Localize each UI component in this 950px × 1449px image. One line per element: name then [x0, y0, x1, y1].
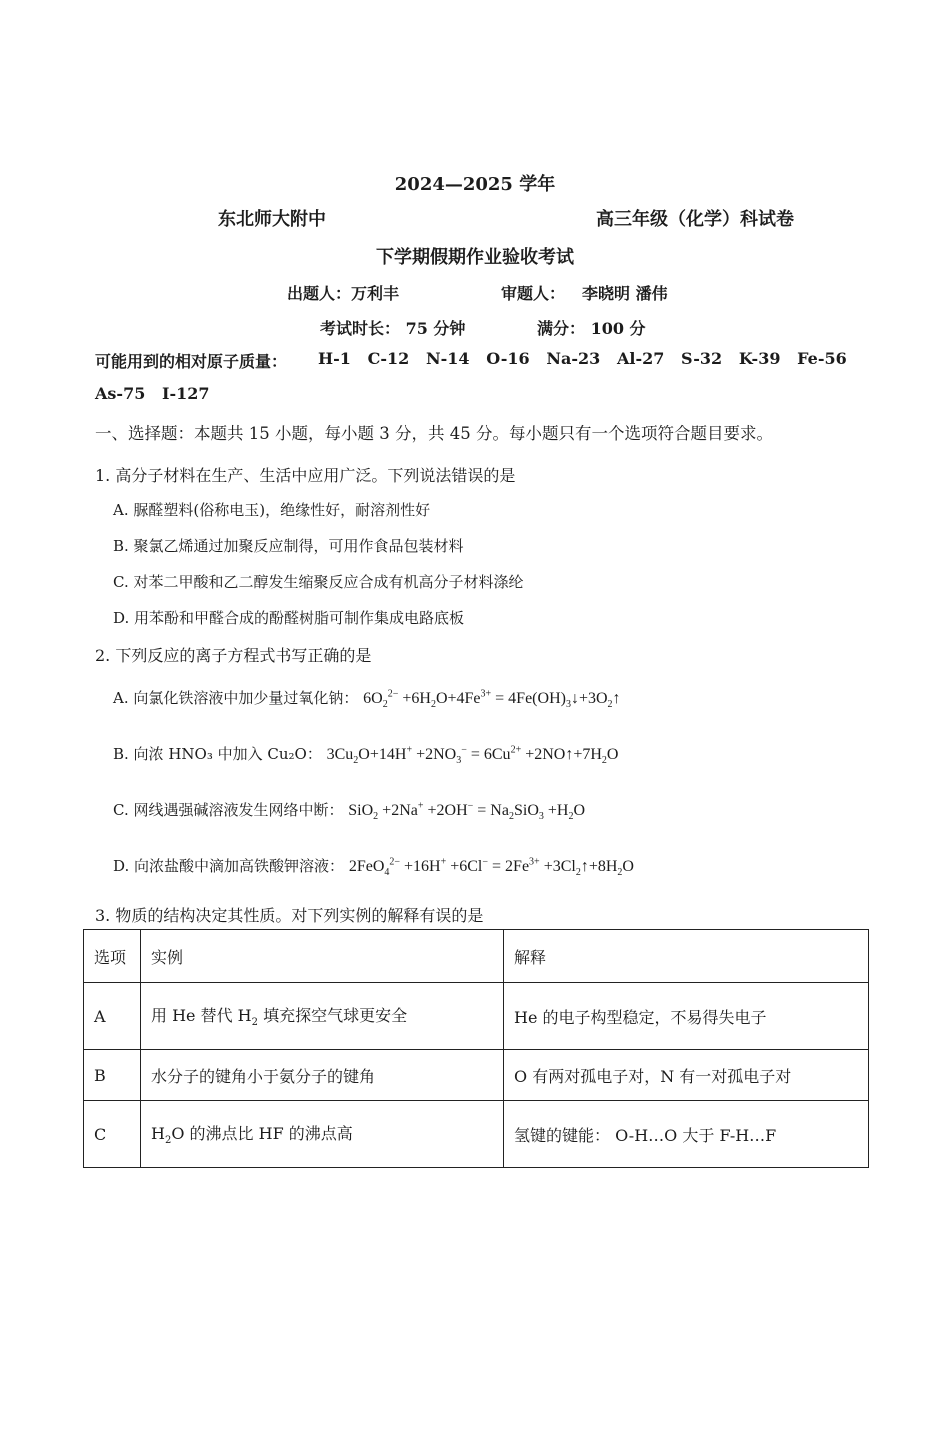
- row-explanation: O 有两对孤电子对，N 有一对孤电子对: [504, 1050, 869, 1101]
- q1-option-d: D. 用苯酚和甲醛合成的酚醛树脂可制作集成电路底板: [113, 609, 465, 627]
- q2-option-b-text: B. 向浓 HNO₃ 中加入 Cu₂O：: [113, 745, 322, 763]
- table-row: [84, 1101, 869, 1168]
- q1-option-a: A. 脲醛塑料(俗称电玉)，绝缘性好，耐溶剂性好: [113, 501, 431, 519]
- table-row: [84, 1050, 869, 1101]
- atomic-mass-line1: H-1 C-12 N-14 O-16 Na-23 Al-27 S-32 K-39 Fe-56: [318, 349, 847, 368]
- school-name: 东北师大附中: [218, 209, 326, 230]
- q3-table: [83, 929, 869, 1168]
- q1-option-b: B. 聚氯乙烯通过加聚反应制得，可用作食品包装材料: [113, 537, 464, 555]
- header-explanation: 解释: [504, 930, 869, 983]
- row-example: 用 He 替代 $H_2$ 填充探空气球更安全: [141, 983, 504, 1050]
- q1-option-c: C. 对苯二甲酸和乙二醇发生缩聚反应合成有机高分子材料涤纶: [113, 573, 524, 591]
- q2-stem: 2. 下列反应的离子方程式书写正确的是: [95, 646, 372, 665]
- q2-option-a: [113, 687, 621, 710]
- q2-option-a-text: A. 向氯化铁溶液中加少量过氧化钠：: [113, 689, 359, 707]
- row-option: A: [84, 983, 141, 1050]
- full-score: 满分： 100 分: [537, 319, 646, 338]
- atomic-mass-line2: As-75 I-127: [95, 384, 210, 403]
- reviewers: 李晓明 潘伟: [582, 284, 668, 303]
- q3-stem: 3. 物质的结构决定其性质。对下列实例的解释有误的是: [95, 906, 484, 925]
- atomic-mass-label: 可能用到的相对原子质量：: [95, 352, 288, 371]
- exam-name: 下学期假期作业验收考试: [376, 247, 574, 268]
- author: 出题人：万利丰: [287, 284, 400, 303]
- q2-option-b: [113, 743, 618, 766]
- q2-option-c-text: C. 网线遇强碱溶液发生网络中断：: [113, 801, 344, 819]
- grade-subject: 高三年级（化学）科试卷: [596, 209, 794, 230]
- q2-option-d-equation: $2FeO_4^{2-} +16H^+ +6Cl^- = 2Fe^{3+}$ $+3Cl_2↑+8H_2O$: [348, 856, 634, 879]
- q2-option-d-text: D. 向浓盐酸中滴加高铁酸钾溶液：: [113, 857, 345, 875]
- q2-option-d: [113, 855, 634, 878]
- q2-option-a-equation: $6O_2^{2-} +6H_2O+4Fe^{3+}$ = $4Fe(OH)_3↓+3O_2↑$: [363, 688, 621, 711]
- section-title: 一、选择题：本题共 15 小题，每小题 3 分，共 45 分。每小题只有一个选项符合题目要求。: [95, 424, 773, 443]
- reviewer-label: 审题人：: [501, 284, 566, 303]
- row-explanation: 氢键的键能： O-H…O 大于 F-H…F: [504, 1101, 869, 1168]
- row-explanation: He 的电子构型稳定，不易得失电子: [504, 983, 869, 1050]
- row-example: 水分子的键角小于氨分子的键角: [141, 1050, 504, 1101]
- q2-option-b-equation: $3Cu_2O+14H^+ +2NO_3^- = 6Cu^{2+}$ $+2NO↑+7H_2O$: [326, 744, 619, 767]
- header-option: 选项: [84, 930, 141, 983]
- row-option: B: [84, 1050, 141, 1101]
- header-example: 实例: [141, 930, 504, 983]
- school-year: 2024—2025 学年: [394, 174, 556, 195]
- q1-stem: 1. 高分子材料在生产、生活中应用广泛。下列说法错误的是: [95, 466, 516, 485]
- table-row: [84, 983, 869, 1050]
- q2-option-c: [113, 799, 585, 822]
- row-option: C: [84, 1101, 141, 1168]
- exam-duration: 考试时长： 75 分钟: [320, 319, 466, 338]
- q2-option-c-equation: $SiO_2 +2Na^+ +2OH^- = Na_2SiO_3 +H_2O$: [348, 800, 586, 823]
- row-example: $H_2O$ 的沸点比 HF 的沸点高: [141, 1101, 504, 1168]
- table-header-row: [84, 930, 869, 983]
